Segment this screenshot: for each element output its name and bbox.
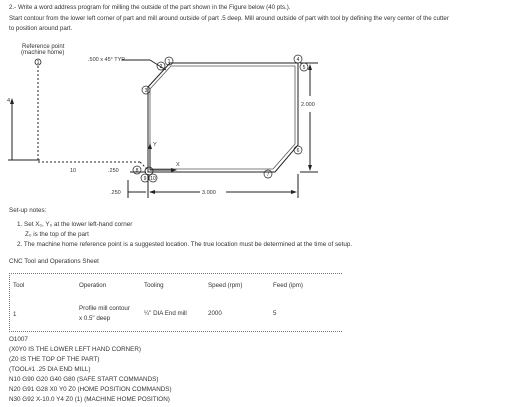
setup-heading: Set-up notes: [9, 207, 47, 214]
program-line-5: N10 G90 G20 G40 G80 (SAFE START COMMANDS) [9, 376, 159, 383]
program-line-7: N30 G92 X-10.0 Y4 Z0 (1) (MACHINE HOME POSITION) [9, 396, 170, 403]
dim-4: 4 [7, 98, 11, 104]
callout-7: 7 [266, 172, 270, 178]
axis-x-label: X [176, 162, 180, 168]
header-speed: Speed (rpm) [208, 282, 243, 289]
sheet-title: CNC Tool and Operations Sheet [9, 258, 99, 265]
toolpath-outline [150, 66, 295, 169]
callout-8: 8 [135, 168, 139, 174]
question-line-2: Start contour from the lower left corner of part and mill around outside of part .5 deep. Mill around outside of part with tool by defining the very center of the cutter [9, 15, 449, 22]
header-feed: Feed (ipm) [273, 282, 303, 289]
callout-9: 9 [143, 176, 147, 182]
program-line-2: (X0Y0 IS THE LOWER LEFT HAND CORNER) [9, 346, 142, 353]
callout-10: 10 [150, 176, 156, 182]
question-line-3: to position around part. [9, 25, 73, 32]
cell-speed: 2000 [208, 310, 222, 317]
header-operation: Operation [79, 282, 107, 289]
ref-callout: 1 [36, 60, 40, 66]
dim-250-a: .250 [108, 168, 119, 174]
callout-3: 3 [144, 88, 148, 94]
callout-4: 4 [296, 57, 300, 63]
dim-10: 10 [70, 168, 77, 174]
cell-operation-1: Profile mill contour [79, 305, 130, 312]
program-line-1: O1007 [9, 336, 28, 343]
dim-3000: 3.000 [202, 190, 216, 196]
ref-label-1: Reference point [22, 44, 65, 50]
program-line-3: (Z0 IS THE TOP OF THE PART) [9, 356, 100, 363]
cell-tool: 1 [13, 311, 17, 318]
dim-2000: 2.000 [301, 102, 315, 108]
setup-note-1: 1. Set X₀, Y₀ at the lower left-hand corner [17, 221, 133, 228]
callout-6: 6 [296, 148, 300, 154]
cell-tooling: ¼" DIA End mill [144, 310, 187, 317]
question-line-1: 2.- Write a word address program for milling the outside of the part shown in the Figure below (40 pts.). [9, 4, 291, 11]
chamfer-note: .500 x 45° TYP [88, 57, 125, 63]
axis-y-label: Y [153, 142, 157, 148]
dim-250-b: .250 [110, 190, 121, 196]
setup-note-2: 2. The machine home reference point is a suggested location. The true location must be determined at the time of setup. [17, 241, 353, 248]
cell-feed: 5 [273, 310, 277, 317]
header-tooling: Tooling [144, 282, 164, 289]
program-line-6: N20 G91 G28 X0 Y0 Z0 (HOME POSITION COMMANDS) [9, 386, 172, 393]
callout-1: 1 [167, 59, 171, 65]
operations-table [9, 273, 342, 332]
setup-note-1b: Z₀ is the top of the part [25, 231, 89, 238]
cell-operation-2: x 0.5" deep [79, 315, 111, 322]
callout-2: 2 [159, 64, 163, 70]
callout-5: 5 [302, 65, 306, 71]
ref-label-2: (machine home) [21, 50, 65, 56]
header-tool: Tool [13, 282, 25, 289]
part-outline [148, 63, 298, 172]
program-line-4: (TOOL#1 .25 DIA END MILL) [9, 366, 91, 373]
